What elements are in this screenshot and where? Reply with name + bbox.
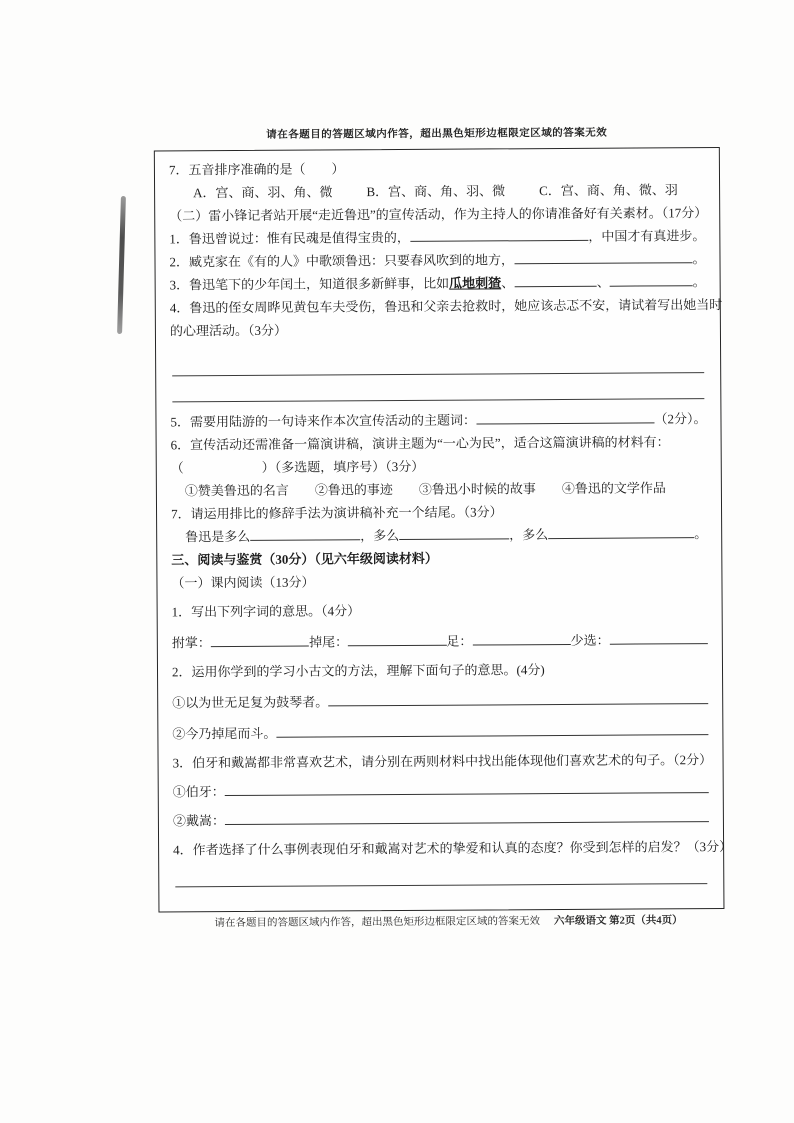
part2-q4-line2: 的心理活动。（3分）: [169, 322, 287, 339]
answer-blank: [610, 629, 708, 645]
page-footer: [159, 912, 739, 931]
answer-blank: [472, 630, 570, 646]
answer-line: [172, 373, 704, 402]
q3-separator: 、: [501, 275, 515, 291]
q7-text-post: 。: [694, 526, 708, 542]
answer-blank: [410, 226, 589, 242]
option-b: B．宫、商、角、羽、微: [366, 183, 506, 200]
q7-text-mid: ，多么: [509, 527, 549, 543]
q3-example-underlined: 瓜地刺猹: [449, 275, 502, 291]
option-a: A．宫、商、羽、角、微: [193, 184, 333, 201]
answer-line: [175, 858, 707, 887]
answer-blank: [399, 524, 509, 540]
q3-text-pre: 3．鲁迅笔下的少年闰土，知道很多新鲜事，比如: [169, 275, 450, 293]
part2-q4-line1: 4．鲁迅的侄女周晔见黄包车夫受伤，鲁迅和父亲去抢救时，她应该忐忑不安，请试着写出她当时: [169, 297, 723, 316]
answer-blank: [225, 778, 709, 796]
part2-q3: [170, 270, 706, 296]
part3-title: 三、阅读与鉴赏（30分）（见六年级阅读材料）: [171, 550, 438, 568]
answer-blank: [514, 248, 693, 264]
word-label-fuzhang: 拊掌：: [171, 635, 211, 651]
word-label-zu: 足：: [446, 633, 473, 649]
question-7-music-stem: 7．五音排序准确的是（ ）: [168, 161, 345, 178]
part3-q3-boya: [173, 777, 709, 803]
option-c: C．宫、商、角、微、羽: [539, 182, 678, 199]
footer-notice: 请在各题目的答题区域内作答，超出黑色矩形边框限定区域的答案无效: [214, 916, 541, 930]
answer-blank: [476, 408, 655, 424]
part3-q2-sentence2: [172, 719, 708, 745]
part3-q1-words: [172, 628, 708, 654]
boya-label: ①伯牙：: [172, 784, 225, 800]
part2-q7-stem: 7．请运用排比的修辞手法为演讲稿补充一个结尾。（3分）: [171, 504, 503, 522]
part3-q1-stem: 1．写出下列字词的意思。（4分）: [171, 603, 361, 620]
top-notice: 请在各题目的答题区域内作答，超出黑色矩形边框限定区域的答案无效: [266, 127, 608, 141]
daisong-label: ②戴嵩：: [172, 813, 225, 829]
q3-separator: 、: [596, 274, 610, 290]
answer-blank: [211, 632, 309, 648]
part3-q4-stem: 4．作者选择了什么事例表现伯牙和戴嵩对艺术的挚爱和认真的态度？你受到怎样的启发？（3分）: [173, 838, 733, 858]
answer-blank: [514, 272, 597, 288]
answer-blank: [328, 689, 708, 706]
part2-q7-fill: [171, 522, 707, 548]
part3-q3-stem: 3．伯牙和戴嵩都非常喜欢艺术，请分别在两则材料中找出能体现他们喜欢艺术的句子。（2分）: [172, 752, 713, 771]
part2-q5: [170, 407, 706, 433]
answer-blank: [610, 271, 693, 287]
sentence1-text: ①以为世无足复为鼓琴者。: [172, 694, 329, 711]
sentence2-text: ②今乃掉尾而斗。: [172, 725, 277, 742]
q1-text-pre: 1．鲁迅曾说过：惟有民魂是值得宝贵的，: [169, 229, 410, 247]
part2-title: （二）雷小锋记者站开展“走近鲁迅”的宣传活动，作为主持人的你请准备好有关素材。（17分）: [169, 205, 708, 224]
exam-border-box: [154, 147, 733, 912]
answer-blank: [250, 525, 360, 541]
part2-q6-options: ①赞美鲁迅的名言 ②鲁迅的事迹 ③鲁迅小时候的故事 ④鲁迅的文学作品: [184, 480, 666, 499]
q7-text-pre: 鲁迅是多么: [185, 528, 251, 545]
word-label-diaowei: 掉尾：: [309, 634, 349, 650]
q1-text-post: ，中国才有真进步。: [588, 228, 706, 244]
answer-blank: [276, 720, 708, 738]
page-number: 六年级语文 第2页（共4页）: [553, 915, 683, 928]
q5-text-pre: 5．需要用陆游的一句诗来作本次宣传活动的主题词：: [170, 412, 477, 430]
q2-text-pre: 2．臧克家在《有的人》中歌颂鲁迅：只要春风吹到的地方，: [169, 252, 515, 270]
q5-text-post: （2分）。: [654, 411, 707, 427]
q3-text-post: 。: [692, 274, 706, 290]
part2-q2: [169, 247, 705, 273]
part3-q2-sentence1: [172, 688, 708, 714]
word-label-shaoxuan: 少选：: [570, 632, 610, 648]
q7-text-mid: ，多么: [360, 527, 400, 544]
part2-q6-line1: 6．宣传活动还需准备一篇演讲稿，演讲主题为“一心为民”，适合这篇演讲稿的材料有：: [170, 434, 670, 453]
part3-q3-daisong: [173, 806, 709, 832]
q2-text-post: 。: [692, 251, 706, 267]
part3-subtitle: （一）课内阅读（13分）: [171, 574, 315, 591]
answer-blank: [548, 523, 694, 539]
answer-blank: [225, 807, 709, 825]
answer-line: [172, 347, 704, 376]
part2-q1: [169, 224, 705, 250]
answer-blank: [348, 631, 446, 647]
part3-q2-stem: 2．运用你学到的学习小古文的方法，理解下面句子的意思。(4分): [171, 662, 545, 680]
question-7-music-options: [169, 178, 705, 204]
part2-q6-line2: （ ）（多选题，填序号）（3分）: [170, 458, 425, 476]
